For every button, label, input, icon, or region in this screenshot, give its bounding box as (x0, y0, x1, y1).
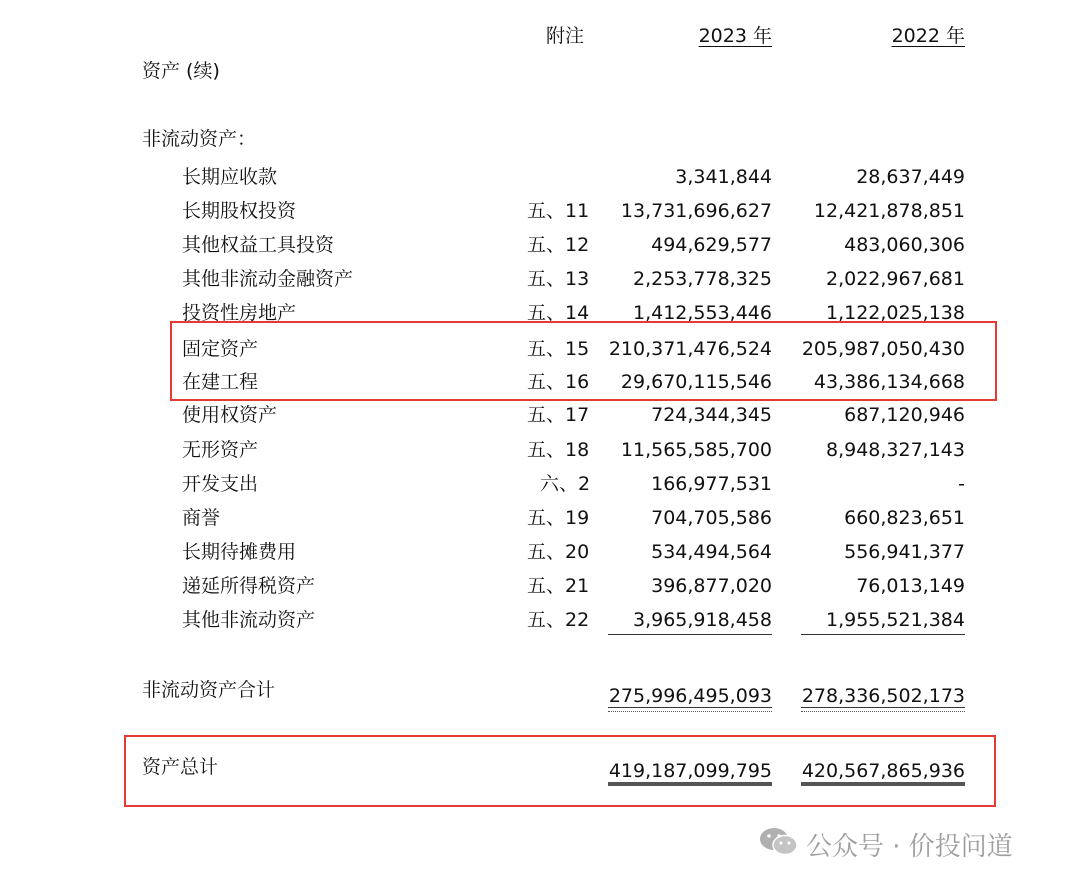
row-value-2023: 396,877,020 (651, 575, 772, 597)
subtotal-underline-2023 (608, 707, 772, 708)
row-value-2022: 205,987,050,430 (801, 338, 965, 360)
column-underline-2023 (608, 634, 772, 635)
row-value-2023: 13,731,696,627 (620, 200, 772, 222)
column-underline-2022 (801, 634, 965, 635)
row-label: 其他权益工具投资 (182, 234, 335, 256)
row-note: 六、2 (540, 473, 591, 495)
row-value-2023: 704,705,586 (651, 507, 772, 529)
row-value-2022: 660,823,651 (844, 507, 965, 529)
row-note: 五、18 (527, 439, 590, 461)
row-note: 五、22 (527, 609, 590, 631)
row-label: 递延所得税资产 (182, 575, 316, 597)
row-note: 五、21 (527, 575, 590, 597)
subtotal-value-2022: 278,336,502,173 (801, 685, 965, 707)
row-note: 五、15 (527, 338, 590, 360)
row-value-2022: 556,941,377 (844, 541, 965, 563)
row-label: 开发支出 (182, 473, 259, 495)
row-value-2022: 76,013,149 (856, 575, 965, 597)
row-note: 五、14 (527, 302, 590, 324)
row-value-2023: 3,965,918,458 (632, 609, 772, 631)
total-value-2022: 420,567,865,936 (801, 760, 965, 782)
row-label: 商誉 (182, 507, 221, 529)
row-note: 五、16 (527, 371, 590, 393)
year-2022-header: 2022 年 (891, 25, 965, 47)
highlight-box-total-assets (124, 735, 996, 807)
watermark-text: 公众号 · 价投问道 (806, 832, 1013, 862)
row-value-2022: 43,386,134,668 (813, 371, 965, 393)
row-value-2022: 1,122,025,138 (825, 302, 965, 324)
row-note: 五、11 (527, 200, 590, 222)
row-label: 在建工程 (182, 371, 259, 393)
row-label: 投资性房地产 (182, 302, 297, 324)
row-value-2022: 687,120,946 (844, 404, 965, 426)
row-label: 其他非流动资产 (182, 609, 316, 631)
row-value-2022: 2,022,967,681 (825, 268, 965, 290)
row-value-2022: 28,637,449 (856, 166, 965, 188)
row-value-2023: 1,412,553,446 (632, 302, 772, 324)
note-column-header: 附注 (546, 25, 585, 47)
row-value-2023: 11,565,585,700 (620, 439, 772, 461)
row-label: 固定资产 (182, 338, 259, 360)
row-value-2023: 534,494,564 (651, 541, 772, 563)
row-value-2022: 8,948,327,143 (825, 439, 965, 461)
row-label: 其他非流动金融资产 (182, 268, 354, 290)
row-value-2022: 12,421,878,851 (813, 200, 965, 222)
row-note: 五、17 (527, 404, 590, 426)
total-label: 资产总计 (142, 756, 219, 778)
group-title: 非流动资产： (142, 128, 257, 150)
row-label: 长期股权投资 (182, 200, 297, 222)
highlight-box-fixed-assets (170, 321, 997, 401)
row-label: 无形资产 (182, 439, 259, 461)
row-value-2023: 29,670,115,546 (620, 371, 772, 393)
row-value-2023: 166,977,531 (651, 473, 772, 495)
row-label: 长期待摊费用 (182, 541, 297, 563)
row-value-2023: 2,253,778,325 (632, 268, 772, 290)
subtotal-dotted-2022 (801, 711, 965, 712)
wechat-icon (758, 825, 800, 863)
row-note: 五、20 (527, 541, 590, 563)
row-value-2022: 1,955,521,384 (825, 609, 965, 631)
row-value-2023: 724,344,345 (651, 404, 772, 426)
row-value-2023: 3,341,844 (675, 166, 772, 188)
row-value-2022: - (958, 473, 965, 495)
total-value-2023: 419,187,099,795 (608, 760, 772, 782)
row-label: 使用权资产 (182, 404, 278, 426)
row-note: 五、12 (527, 234, 590, 256)
row-value-2023: 210,371,476,524 (608, 338, 772, 360)
subtotal-value-2023: 275,996,495,093 (608, 685, 772, 707)
row-value-2023: 494,629,577 (651, 234, 772, 256)
section-title: 资产 (续) (142, 60, 220, 82)
row-label: 长期应收款 (182, 166, 278, 188)
subtotal-dotted-2023 (608, 711, 772, 712)
subtotal-underline-2022 (801, 707, 965, 708)
row-note: 五、13 (527, 268, 590, 290)
row-note: 五、19 (527, 507, 590, 529)
row-value-2022: 483,060,306 (844, 234, 965, 256)
year-2023-header: 2023 年 (698, 25, 772, 47)
subtotal-label: 非流动资产合计 (142, 679, 276, 701)
